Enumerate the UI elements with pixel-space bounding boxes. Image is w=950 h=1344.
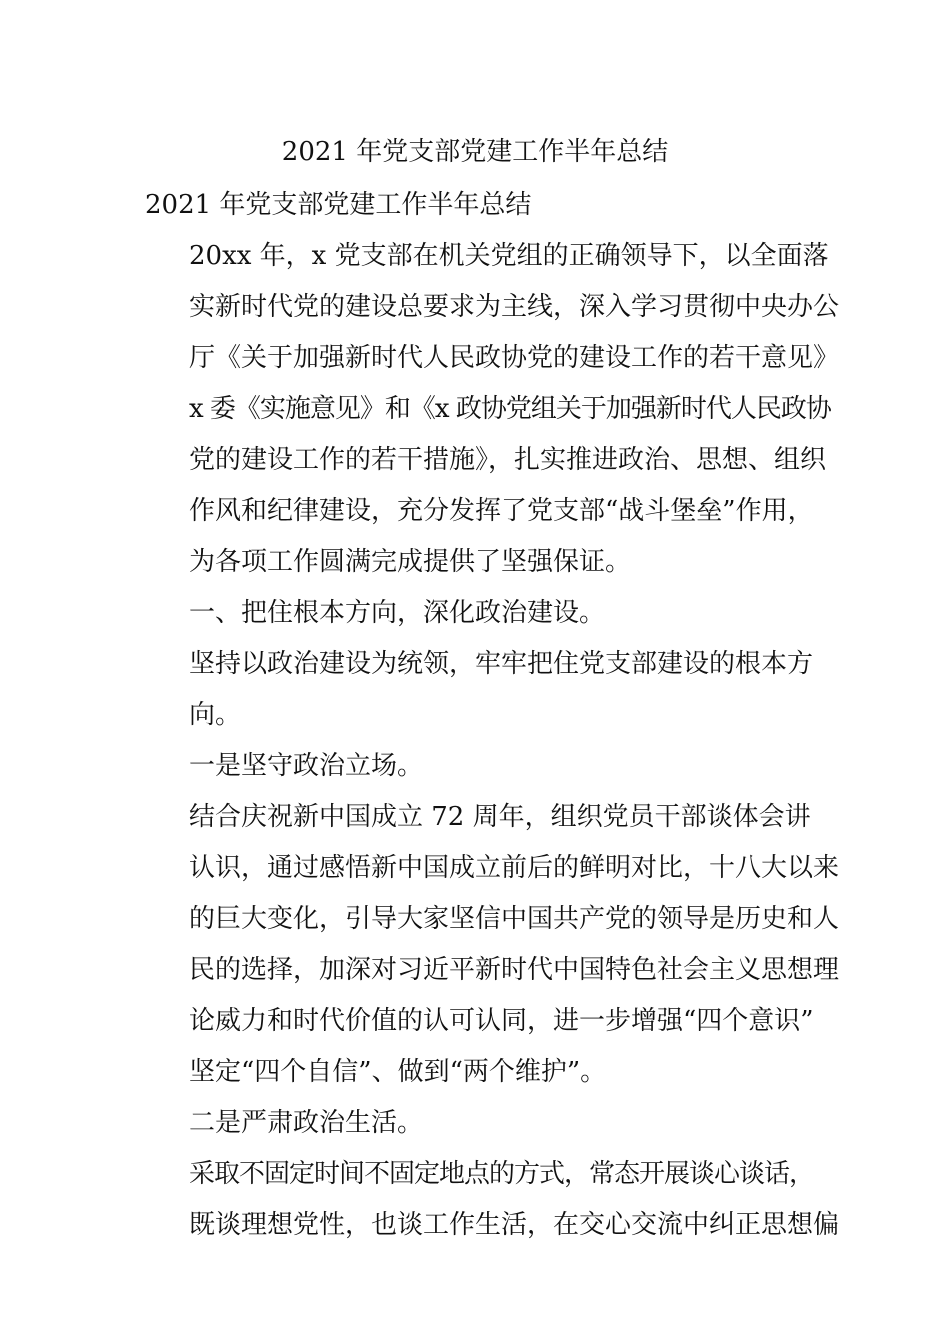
paragraph-line: 民的选择，加深对习近平新时代中国特色社会主义思想理 bbox=[189, 955, 840, 985]
paragraph-line: 的巨大变化，引导大家坚信中国共产党的领导是历史和人 bbox=[189, 904, 840, 934]
document-title: 2021 年党支部党建工作半年总结 bbox=[281, 137, 669, 167]
paragraph-line: 党的建设工作的若干措施》，扎实推进政治、思想、组织 bbox=[189, 445, 827, 475]
paragraph-intro bbox=[145, 231, 840, 588]
subheading-political-stance bbox=[145, 741, 825, 792]
paragraph-line: 厅《关于加强新时代人民政协党的建设工作的若干意见》 bbox=[189, 343, 840, 373]
paragraph-line: 认识，通过感悟新中国成立前后的鲜明对比，十八大以来 bbox=[189, 853, 840, 883]
paragraph-heart-talks bbox=[145, 1149, 840, 1251]
paragraph-political-direction bbox=[145, 639, 825, 741]
paragraph-line: 结合庆祝新中国成立 72 周年，组织党员干部谈体会讲 bbox=[189, 802, 811, 832]
paragraph-line: 论威力和时代价值的认可认同，进一步增强“四个意识” bbox=[189, 1006, 814, 1036]
paragraph-line: 坚持以政治建设为统领，牢牢把住党支部建设的根本方 bbox=[189, 649, 814, 679]
document-body bbox=[145, 180, 840, 1251]
paragraph-line: 坚定“四个自信”、做到“两个维护”。 bbox=[189, 1057, 607, 1087]
paragraph-line: 作风和纪律建设，充分发挥了党支部“战斗堡垒”作用， bbox=[189, 496, 814, 526]
paragraph-line: x 委《实施意见》和《x 政协党组关于加强新时代人民政协 bbox=[189, 394, 831, 424]
paragraph-line: 实新时代党的建设总要求为主线，深入学习贯彻中央办公 bbox=[189, 292, 840, 322]
paragraph-line: 一是坚守政治立场。 bbox=[189, 751, 424, 781]
paragraph-line: 既谈理想党性，也谈工作生活，在交心交流中纠正思想偏 bbox=[189, 1210, 840, 1240]
paragraph-line: 为各项工作圆满完成提供了坚强保证。 bbox=[189, 547, 632, 577]
document-subtitle: 2021 年党支部党建工作半年总结 bbox=[145, 190, 532, 220]
paragraph-line: 一、把住根本方向，深化政治建设。 bbox=[189, 598, 606, 628]
paragraph-line: 向。 bbox=[189, 700, 242, 730]
paragraph-line: 二是严肃政治生活。 bbox=[189, 1108, 424, 1138]
paragraph-anniversary bbox=[145, 792, 840, 1098]
section-heading-1 bbox=[145, 588, 825, 639]
subheading-political-life bbox=[145, 1098, 825, 1149]
paragraph-line: 20xx 年，x 党支部在机关党组的正确领导下，以全面落 bbox=[189, 241, 829, 271]
paragraph-line: 采取不固定时间不固定地点的方式，常态开展谈心谈话， bbox=[189, 1159, 815, 1189]
